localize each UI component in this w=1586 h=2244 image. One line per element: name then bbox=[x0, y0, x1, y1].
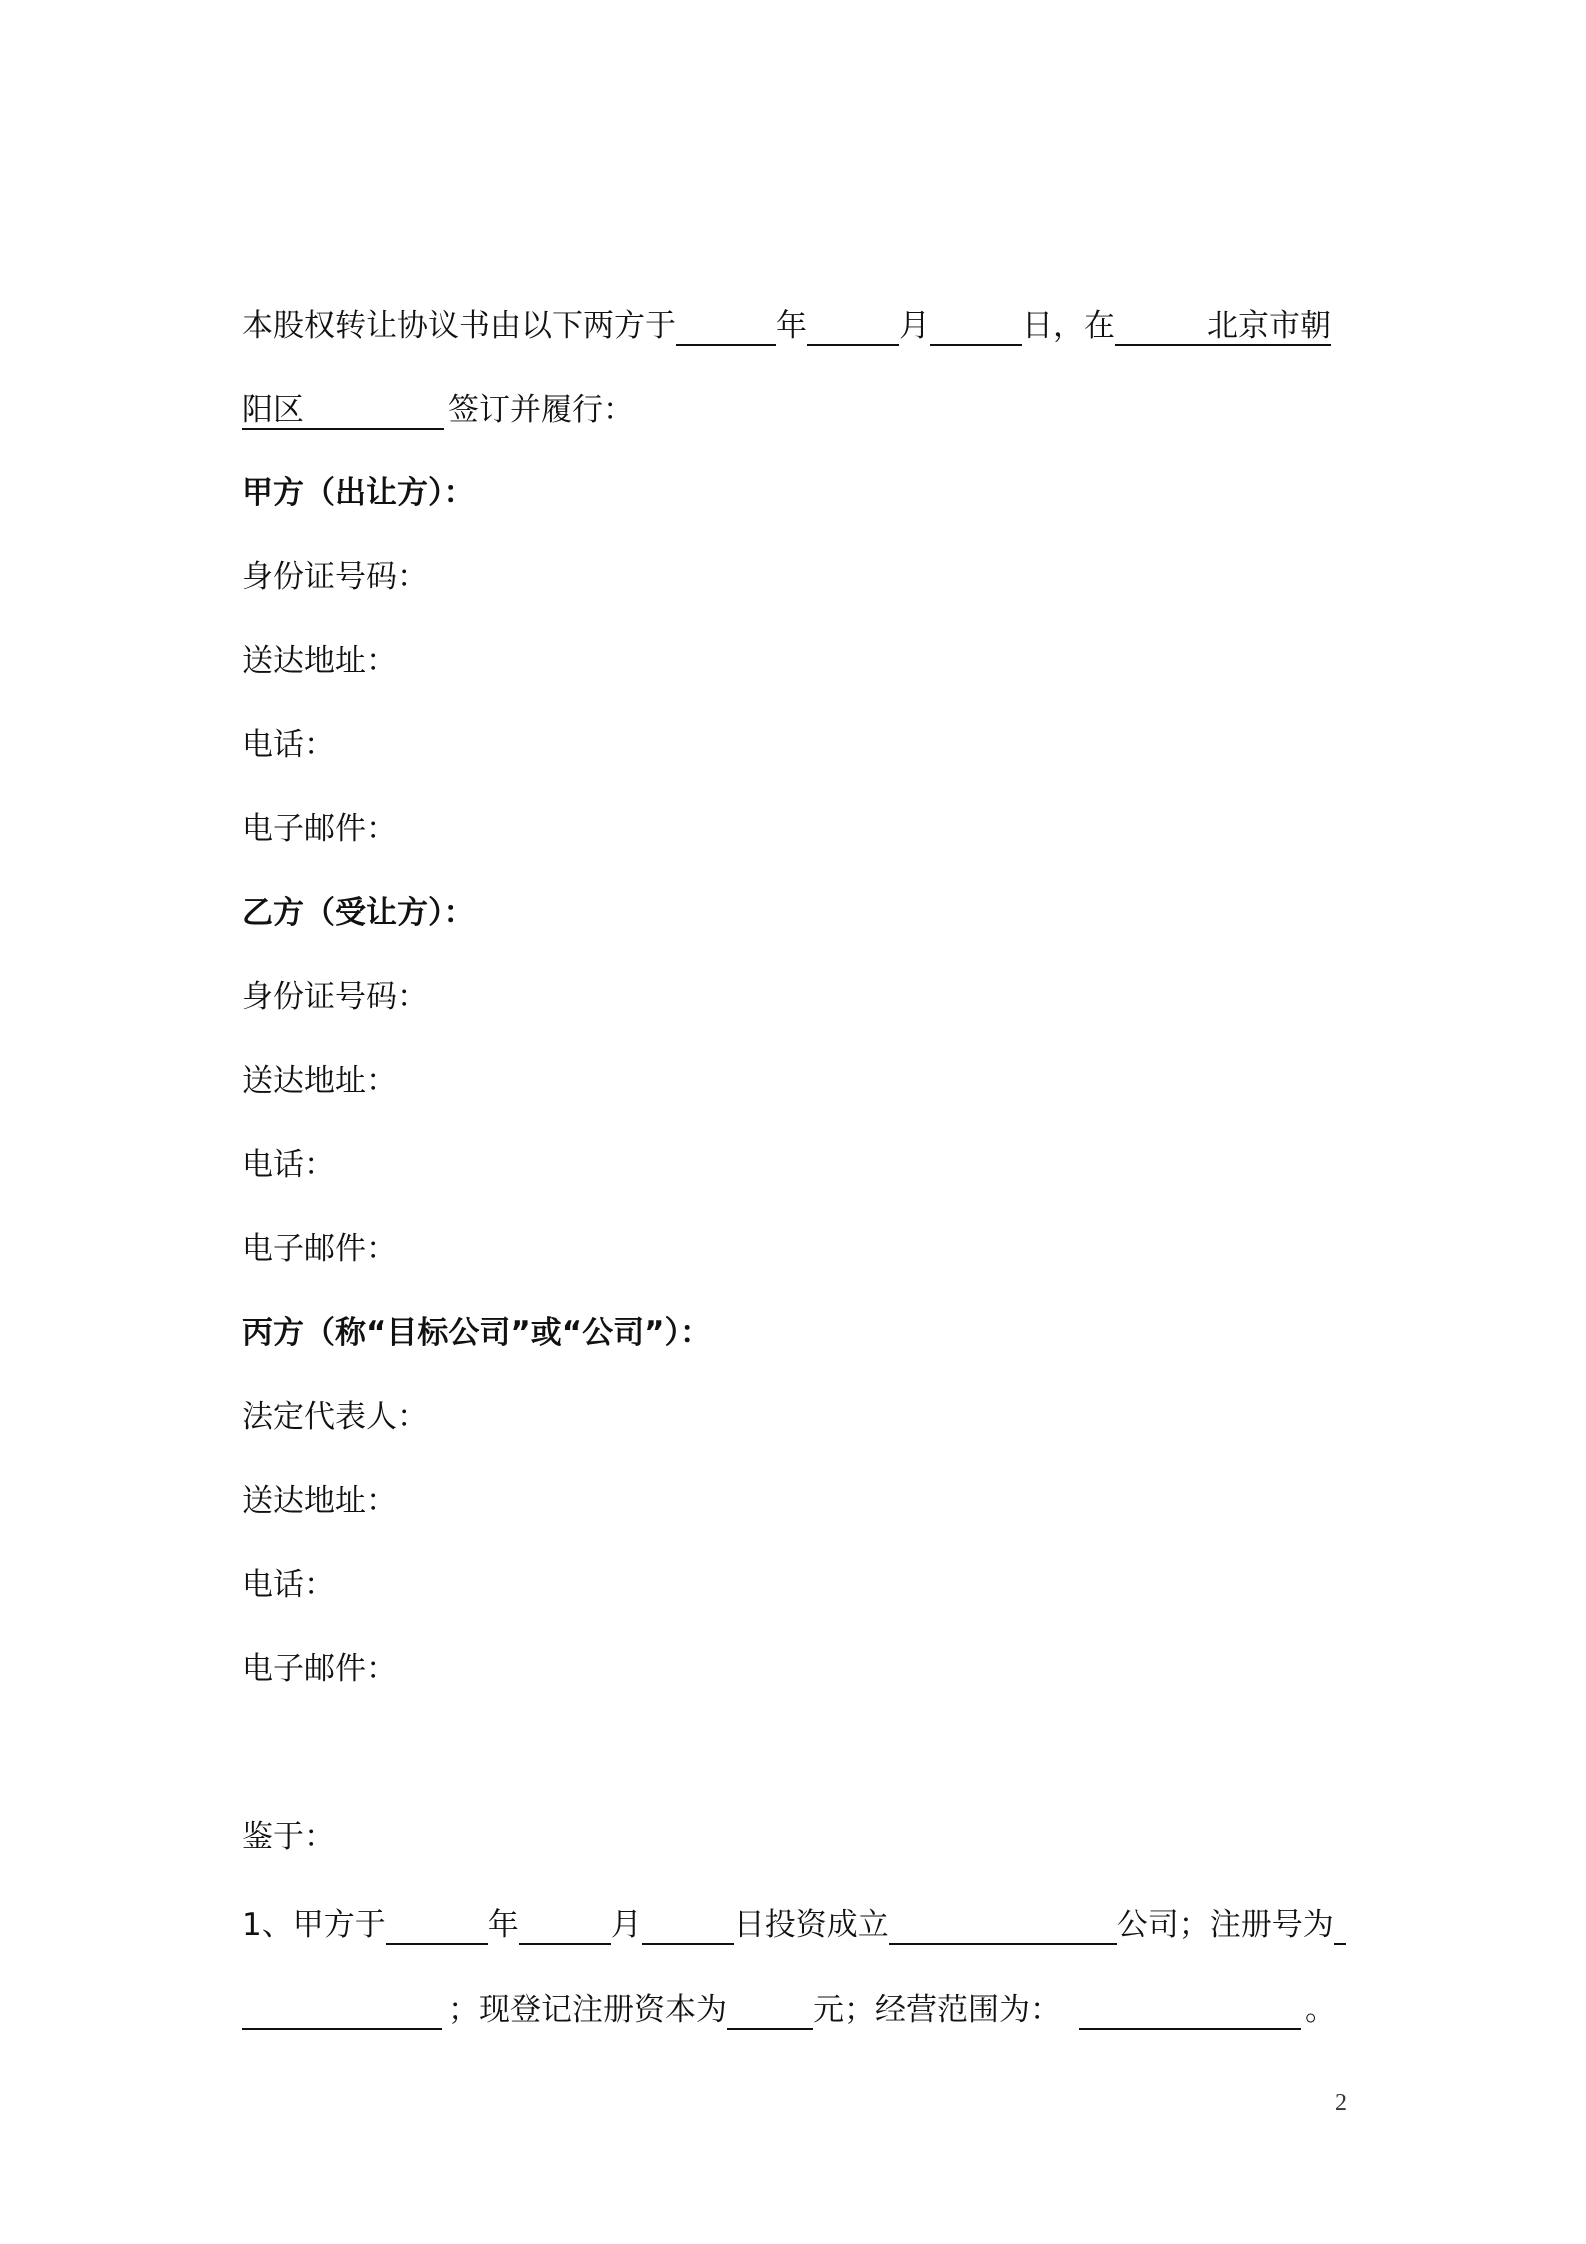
party-a-address-label: 送达地址： bbox=[242, 643, 397, 679]
clause-1-company-label: 公司；注册号为 bbox=[1116, 1907, 1334, 1943]
clause-1-capital-prefix: ；现登记注册资本为 bbox=[448, 1992, 727, 2028]
clause-1-company-blank bbox=[889, 1905, 1117, 1945]
party-c-email-label: 电子邮件： bbox=[242, 1651, 397, 1687]
clause-1-month-label: 月 bbox=[610, 1907, 642, 1943]
intro-line-1 bbox=[242, 296, 1331, 346]
party-a-id-label: 身份证号码： bbox=[242, 559, 428, 595]
party-b-address-label: 送达地址： bbox=[242, 1063, 397, 1099]
party-b-email-label: 电子邮件： bbox=[242, 1231, 397, 1267]
party-b-phone-label: 电话： bbox=[242, 1147, 335, 1183]
year-blank bbox=[676, 306, 776, 346]
page-number: 2 bbox=[1335, 2090, 1347, 2116]
clause-1-capital-unit: 元；经营范围为： bbox=[813, 1992, 1061, 2028]
party-c-address-label: 送达地址： bbox=[242, 1483, 397, 1519]
place-field-start bbox=[1115, 306, 1331, 346]
clause-1-line-1 bbox=[242, 1895, 1346, 1945]
clause-1-regno-blank bbox=[242, 1990, 442, 2030]
party-c-rep-label: 法定代表人： bbox=[242, 1399, 428, 1435]
party-c-title: 丙方（称“目标公司”或“公司”）： bbox=[242, 1315, 711, 1351]
month-label: 月 bbox=[899, 308, 930, 344]
party-a-phone-label: 电话： bbox=[242, 727, 335, 763]
day-label: 日，在 bbox=[1022, 308, 1115, 344]
clause-1-line-2 bbox=[242, 1980, 1336, 2030]
clause-1-year-blank bbox=[386, 1905, 488, 1945]
party-a-title: 甲方（出让方）： bbox=[242, 475, 475, 511]
clause-1-year-label: 年 bbox=[487, 1907, 519, 1943]
month-blank bbox=[807, 306, 899, 346]
clause-1-regno-blank-start bbox=[1334, 1905, 1346, 1945]
place-end: 阳区 bbox=[242, 392, 304, 428]
place-start: 北京市朝 bbox=[1207, 308, 1331, 344]
clause-1-scope-blank bbox=[1079, 1990, 1301, 2030]
party-a-email-label: 电子邮件： bbox=[242, 811, 397, 847]
party-c-phone-label: 电话： bbox=[242, 1567, 335, 1603]
clause-1-day-blank bbox=[642, 1905, 734, 1945]
year-label: 年 bbox=[776, 308, 807, 344]
clause-1-month-blank bbox=[519, 1905, 611, 1945]
clause-1-day-label: 日投资成立 bbox=[733, 1907, 889, 1943]
intro-prefix: 本股权转让协议书由以下两方于 bbox=[242, 308, 676, 344]
party-b-title: 乙方（受让方）： bbox=[242, 895, 475, 931]
intro-suffix: 签订并履行： bbox=[448, 392, 634, 428]
party-b-id-label: 身份证号码： bbox=[242, 979, 428, 1015]
day-blank bbox=[930, 306, 1022, 346]
intro-line-2 bbox=[242, 380, 634, 430]
whereas-title: 鉴于： bbox=[242, 1819, 335, 1855]
clause-1-capital-blank bbox=[727, 1990, 813, 2030]
place-field-end bbox=[242, 390, 444, 430]
clause-1-prefix: 1、甲方于 bbox=[242, 1907, 386, 1943]
clause-1-end: 。 bbox=[1305, 1992, 1336, 2028]
